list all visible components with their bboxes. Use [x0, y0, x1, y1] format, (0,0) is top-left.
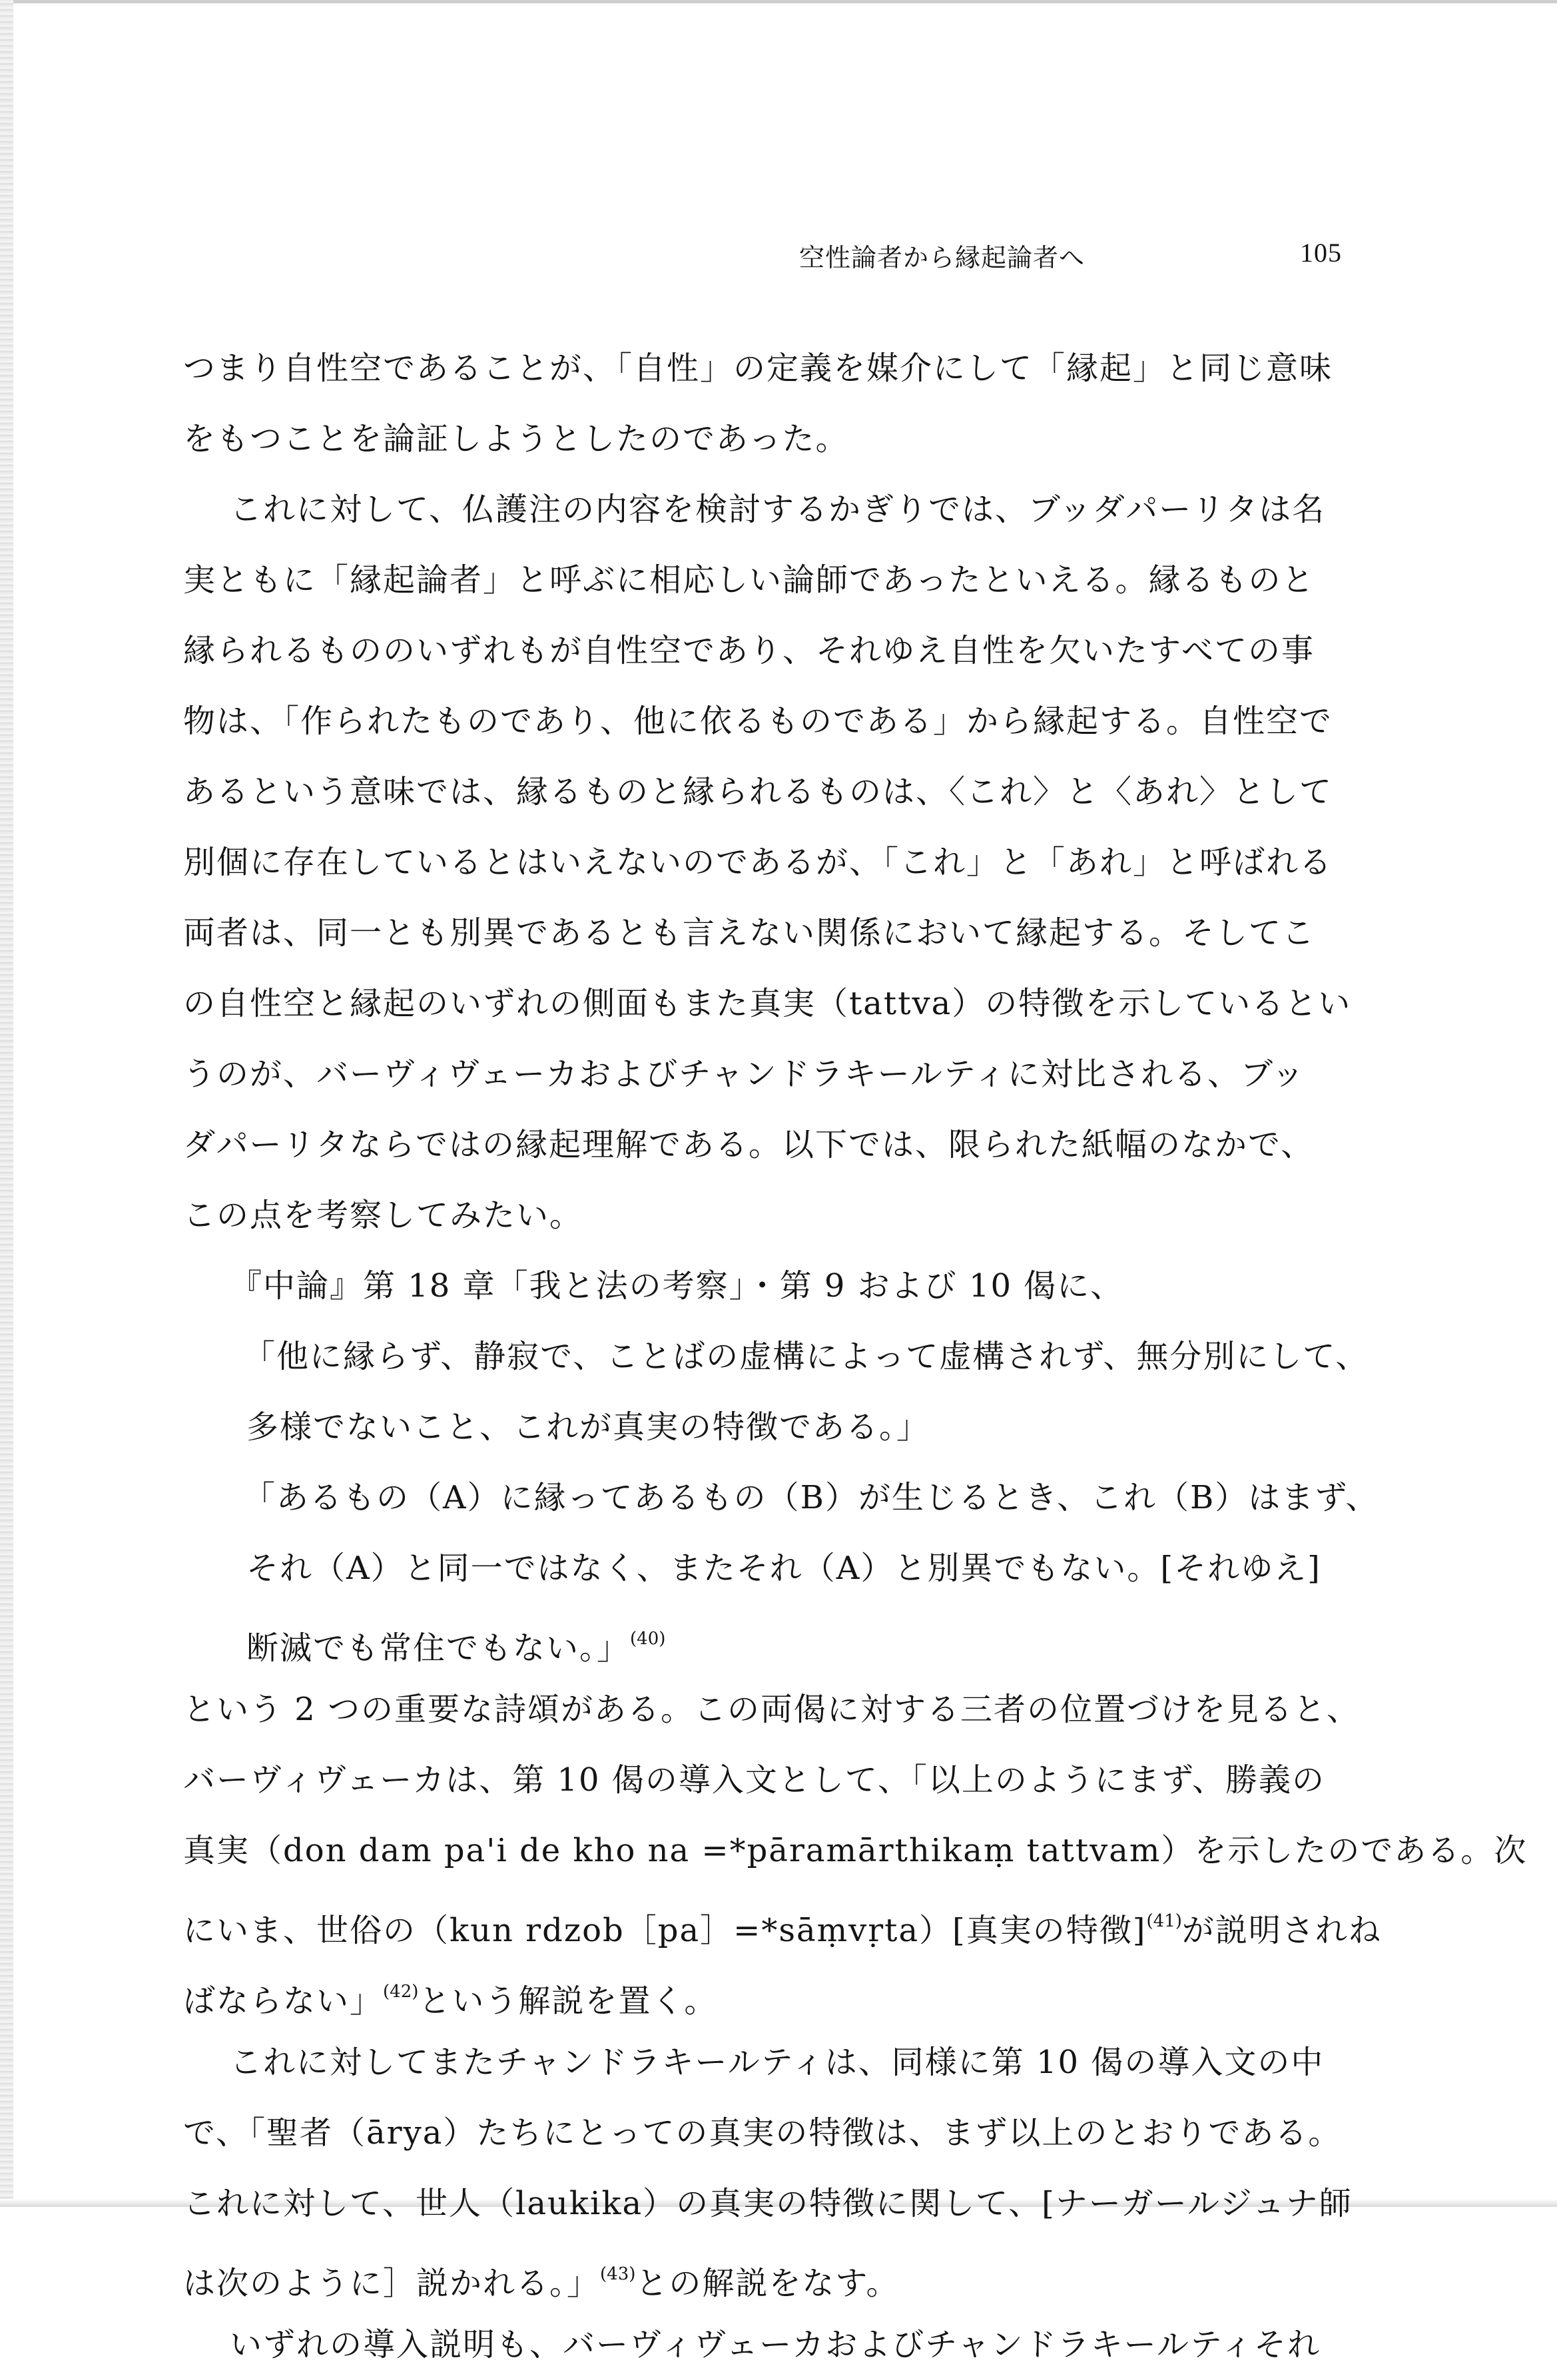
body-line: 別個に存在しているとはいえないのであるが、「これ」と「あれ」と呼ばれる [183, 844, 1333, 881]
body-line: で、「聖者（ārya）たちにとっての真実の特徴は、まず以上のとおりである。 [183, 2114, 1342, 2152]
note-ref-40: (40) [630, 1629, 666, 1649]
body-line [183, 1886, 1382, 1956]
body-line: 実ともに「縁起論者」と呼ぶに相応しい論師であったといえる。縁るものと [183, 561, 1315, 599]
body-line: バーヴィヴェーカは、第 10 偈の導入文として、「以上のようにまず、勝義の [183, 1761, 1326, 1799]
note-ref-41: (41) [1146, 1911, 1182, 1931]
body-text-span: という解説を置く。 [418, 1982, 718, 2020]
body-line [183, 2239, 1342, 2309]
body-line: いずれの導入説明も、バーヴィヴェーカおよびチャンドラキールティそれ [230, 2326, 1321, 2363]
verse-line: 「他に縁らず、静寂で、ことばの虚構によって虚構されず、無分別にして、 [243, 1338, 1369, 1375]
body-line: 物は、「作られたものであり、他に依るものである」から縁起する。自性空で [183, 703, 1333, 740]
body-text-span: ばならない」 [183, 1982, 384, 2020]
body-line: これに対してまたチャンドラキールティは、同様に第 10 偈の導入文の中 [230, 2044, 1325, 2081]
body-line: これに対して、仏護注の内容を検討するかぎりでは、ブッダパーリタは名 [230, 491, 1326, 528]
verse-line: 多様でないこと、これが真実の特徴である。」 [246, 1408, 930, 1446]
note-ref-42: (42) [383, 1982, 419, 2002]
body-line: ダパーリタならではの縁起理解である。以下では、限られた紙幅のなかで、 [183, 1126, 1315, 1163]
page-number: 105 [1300, 238, 1342, 268]
body-text-span: との解説をなす。 [635, 2265, 900, 2302]
body-line: 『中論』第 18 章「我と法の考察」・第 9 および 10 偈に、 [230, 1267, 1124, 1305]
verse-line: 「あるもの（A）に縁ってあるもの（B）が生じるとき、これ（B）はまず、 [243, 1479, 1379, 1516]
body-line: うのが、バーヴィヴェーカおよびチャンドラキールティに対比される、ブッ [183, 1055, 1305, 1093]
body-line: 真実（don dam pa'i de kho na =*pāramārthikaṃ tattvam）を示したのである。次 [183, 1832, 1528, 1869]
body-line: 両者は、同一とも別異であるとも言えない関係において縁起する。そしてこ [183, 914, 1316, 952]
scan-shadow-top [0, 0, 1557, 3]
body-line [183, 1956, 1342, 2027]
body-text-span: が説明されね [1181, 1912, 1382, 1949]
verse-text: 断滅でも常住でもない。」 [246, 1630, 631, 1667]
verse-line [183, 1604, 1342, 1674]
running-title: 空性論者から縁起論者へ [799, 243, 1086, 272]
body-line: の自性空と縁起のいずれの側面もまた真実（tattva）の特徴を示しているとい [183, 985, 1352, 1022]
body-line: をもつことを論証しようとしたのであった。 [183, 420, 849, 457]
scan-shadow-left [0, 0, 13, 2207]
body-line: これに対して、世人（laukika）の真実の特徴に関して、[ナーガールジュナ師 [183, 2185, 1353, 2222]
body-line: という 2 つの重要な詩頌がある。この両偈に対する三者の位置づけを見ると、 [183, 1691, 1361, 1728]
body-text-span: にいま、世俗の（kun rdzob［pa］=*sāṃvṛta）[真実の特徴] [183, 1912, 1147, 1949]
body-text [183, 333, 1528, 2380]
verse-line: それ（A）と同一ではなく、またそれ（A）と別異でもない。[それゆえ] [246, 1550, 1321, 1587]
body-line: 縁られるもののいずれもが自性空であり、それゆえ自性を欠いたすべての事 [183, 632, 1315, 669]
note-ref-43: (43) [600, 2264, 636, 2284]
body-line: この点を考察してみたい。 [183, 1197, 583, 1234]
body-text-span: は次のように］説かれる。」 [183, 2265, 601, 2302]
body-line: つまり自性空であることが、「自性」の定義を媒介にして「縁起」と同じ意味 [183, 350, 1333, 387]
body-line: あるという意味では、縁るものと縁られるものは、〈これ〉と〈あれ〉として [183, 773, 1333, 810]
